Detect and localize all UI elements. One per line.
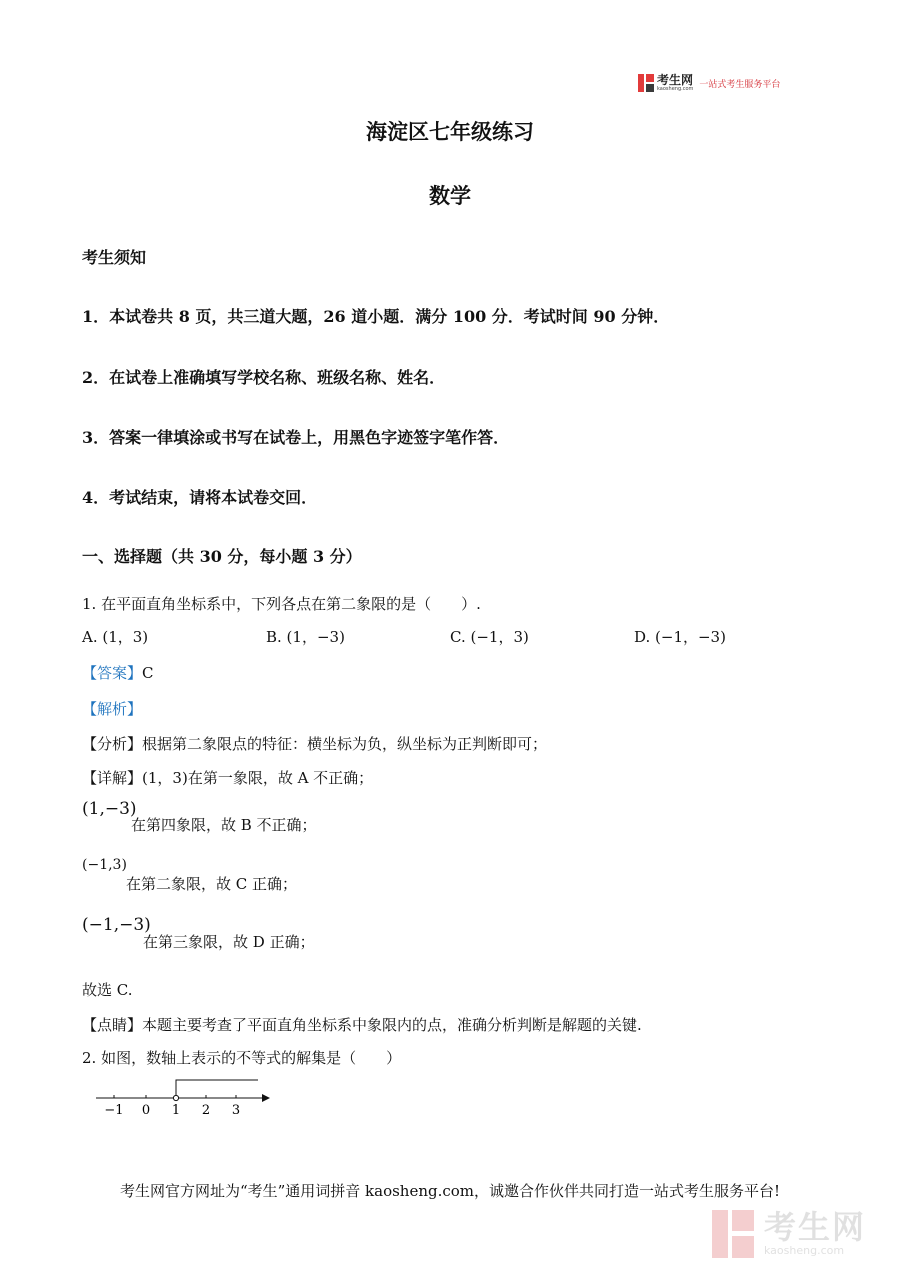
detail-1-math: (1，3) bbox=[142, 769, 188, 787]
number-line-figure bbox=[94, 1070, 274, 1130]
logo-slogan: 一站式考生服务平台 bbox=[699, 79, 781, 90]
q1-option-a: A. (1，3) bbox=[82, 628, 149, 646]
comment-tag: 【点睛】 bbox=[82, 1016, 143, 1034]
answer-tag: 【答案】 bbox=[82, 664, 143, 682]
analysis-tag: 【解析】 bbox=[82, 700, 143, 718]
comment-line bbox=[82, 1014, 642, 1035]
section-heading: 一、选择题（共 30 分，每小题 3 分） bbox=[82, 547, 362, 566]
watermark bbox=[712, 1206, 882, 1261]
tick-label: −1 bbox=[104, 1103, 124, 1118]
notice-item-2: 2．在试卷上准确填写学校名称、班级名称、姓名． bbox=[82, 368, 446, 387]
open-endpoint bbox=[173, 1095, 178, 1100]
header-logo bbox=[638, 72, 780, 94]
comment-text: 本题主要考查了平面直角坐标系中象限内的点，准确分析判断是解题的关键. bbox=[142, 1016, 642, 1034]
kaosheng-watermark-icon bbox=[712, 1210, 756, 1258]
logo-name: 考生网 bbox=[657, 73, 694, 87]
conclusion: 故选 C. bbox=[82, 981, 133, 999]
q1-option-b: B. (1，−3) bbox=[266, 628, 345, 646]
detail-1-text: 在第一象限，故 A 不正确； bbox=[187, 769, 374, 787]
detail-4-text: 在第三象限，故 D 正确； bbox=[143, 933, 315, 951]
tick-label: 2 bbox=[201, 1103, 211, 1118]
page-footer: 考生网官方网址为“考生”通用词拼音 kaosheng.com，诚邀合作伙伴共同打造一站式考生服务平台! bbox=[119, 1182, 781, 1200]
q1-option-c: C. (−1，3) bbox=[450, 628, 529, 646]
q1-answer-line bbox=[82, 662, 154, 683]
answer-value: C bbox=[142, 664, 154, 682]
q1-option-d: D. (−1，−3) bbox=[634, 628, 726, 646]
kaosheng-logo-icon bbox=[638, 74, 654, 92]
tick-label: 1 bbox=[171, 1103, 181, 1118]
fenxi-text: 根据第二象限点的特征：横坐标为负，纵坐标为正判断即可； bbox=[142, 735, 548, 753]
solution-bracket bbox=[176, 1080, 258, 1098]
notice-item-3: 3．答案一律填涂或书写在试卷上，用黑色字迹签字笔作答． bbox=[82, 428, 510, 447]
tick-label: 3 bbox=[231, 1103, 241, 1118]
tick-label: 0 bbox=[141, 1103, 151, 1118]
detail-tag: 【详解】 bbox=[82, 769, 143, 787]
detail-2-math: (1,−3) bbox=[82, 799, 137, 819]
page-title: 海淀区七年级练习 bbox=[366, 119, 534, 144]
number-line-arrow-icon bbox=[262, 1094, 270, 1102]
q2-stem: 2. 如图，数轴上表示的不等式的解集是（ ） bbox=[82, 1049, 402, 1067]
detail-3-math: (−1,3) bbox=[82, 857, 127, 873]
detail-2-text: 在第四象限，故 B 不正确； bbox=[131, 816, 317, 834]
notice-heading: 考生须知 bbox=[82, 248, 147, 267]
detail-3-text: 在第二象限，故 C 正确； bbox=[126, 875, 298, 893]
notice-item-1: 1．本试卷共 8 页，共三道大题，26 道小题．满分 100 分．考试时间 90 分钟． bbox=[82, 307, 670, 326]
page-subtitle: 数学 bbox=[429, 183, 471, 208]
notice-item-4: 4．考试结束，请将本试卷交回． bbox=[82, 488, 318, 507]
fenxi-tag: 【分析】 bbox=[82, 735, 143, 753]
detail-line-1 bbox=[82, 767, 373, 788]
watermark-name: 考生网 bbox=[764, 1208, 867, 1246]
watermark-domain: kaosheng.com bbox=[764, 1244, 845, 1257]
detail-4-math: (−1,−3) bbox=[82, 915, 151, 935]
q1-stem: 1. 在平面直角坐标系中，下列各点在第二象限的是（ ）. bbox=[82, 595, 481, 613]
logo-domain: kaosheng.com bbox=[657, 86, 694, 92]
fenxi-line bbox=[82, 733, 547, 754]
